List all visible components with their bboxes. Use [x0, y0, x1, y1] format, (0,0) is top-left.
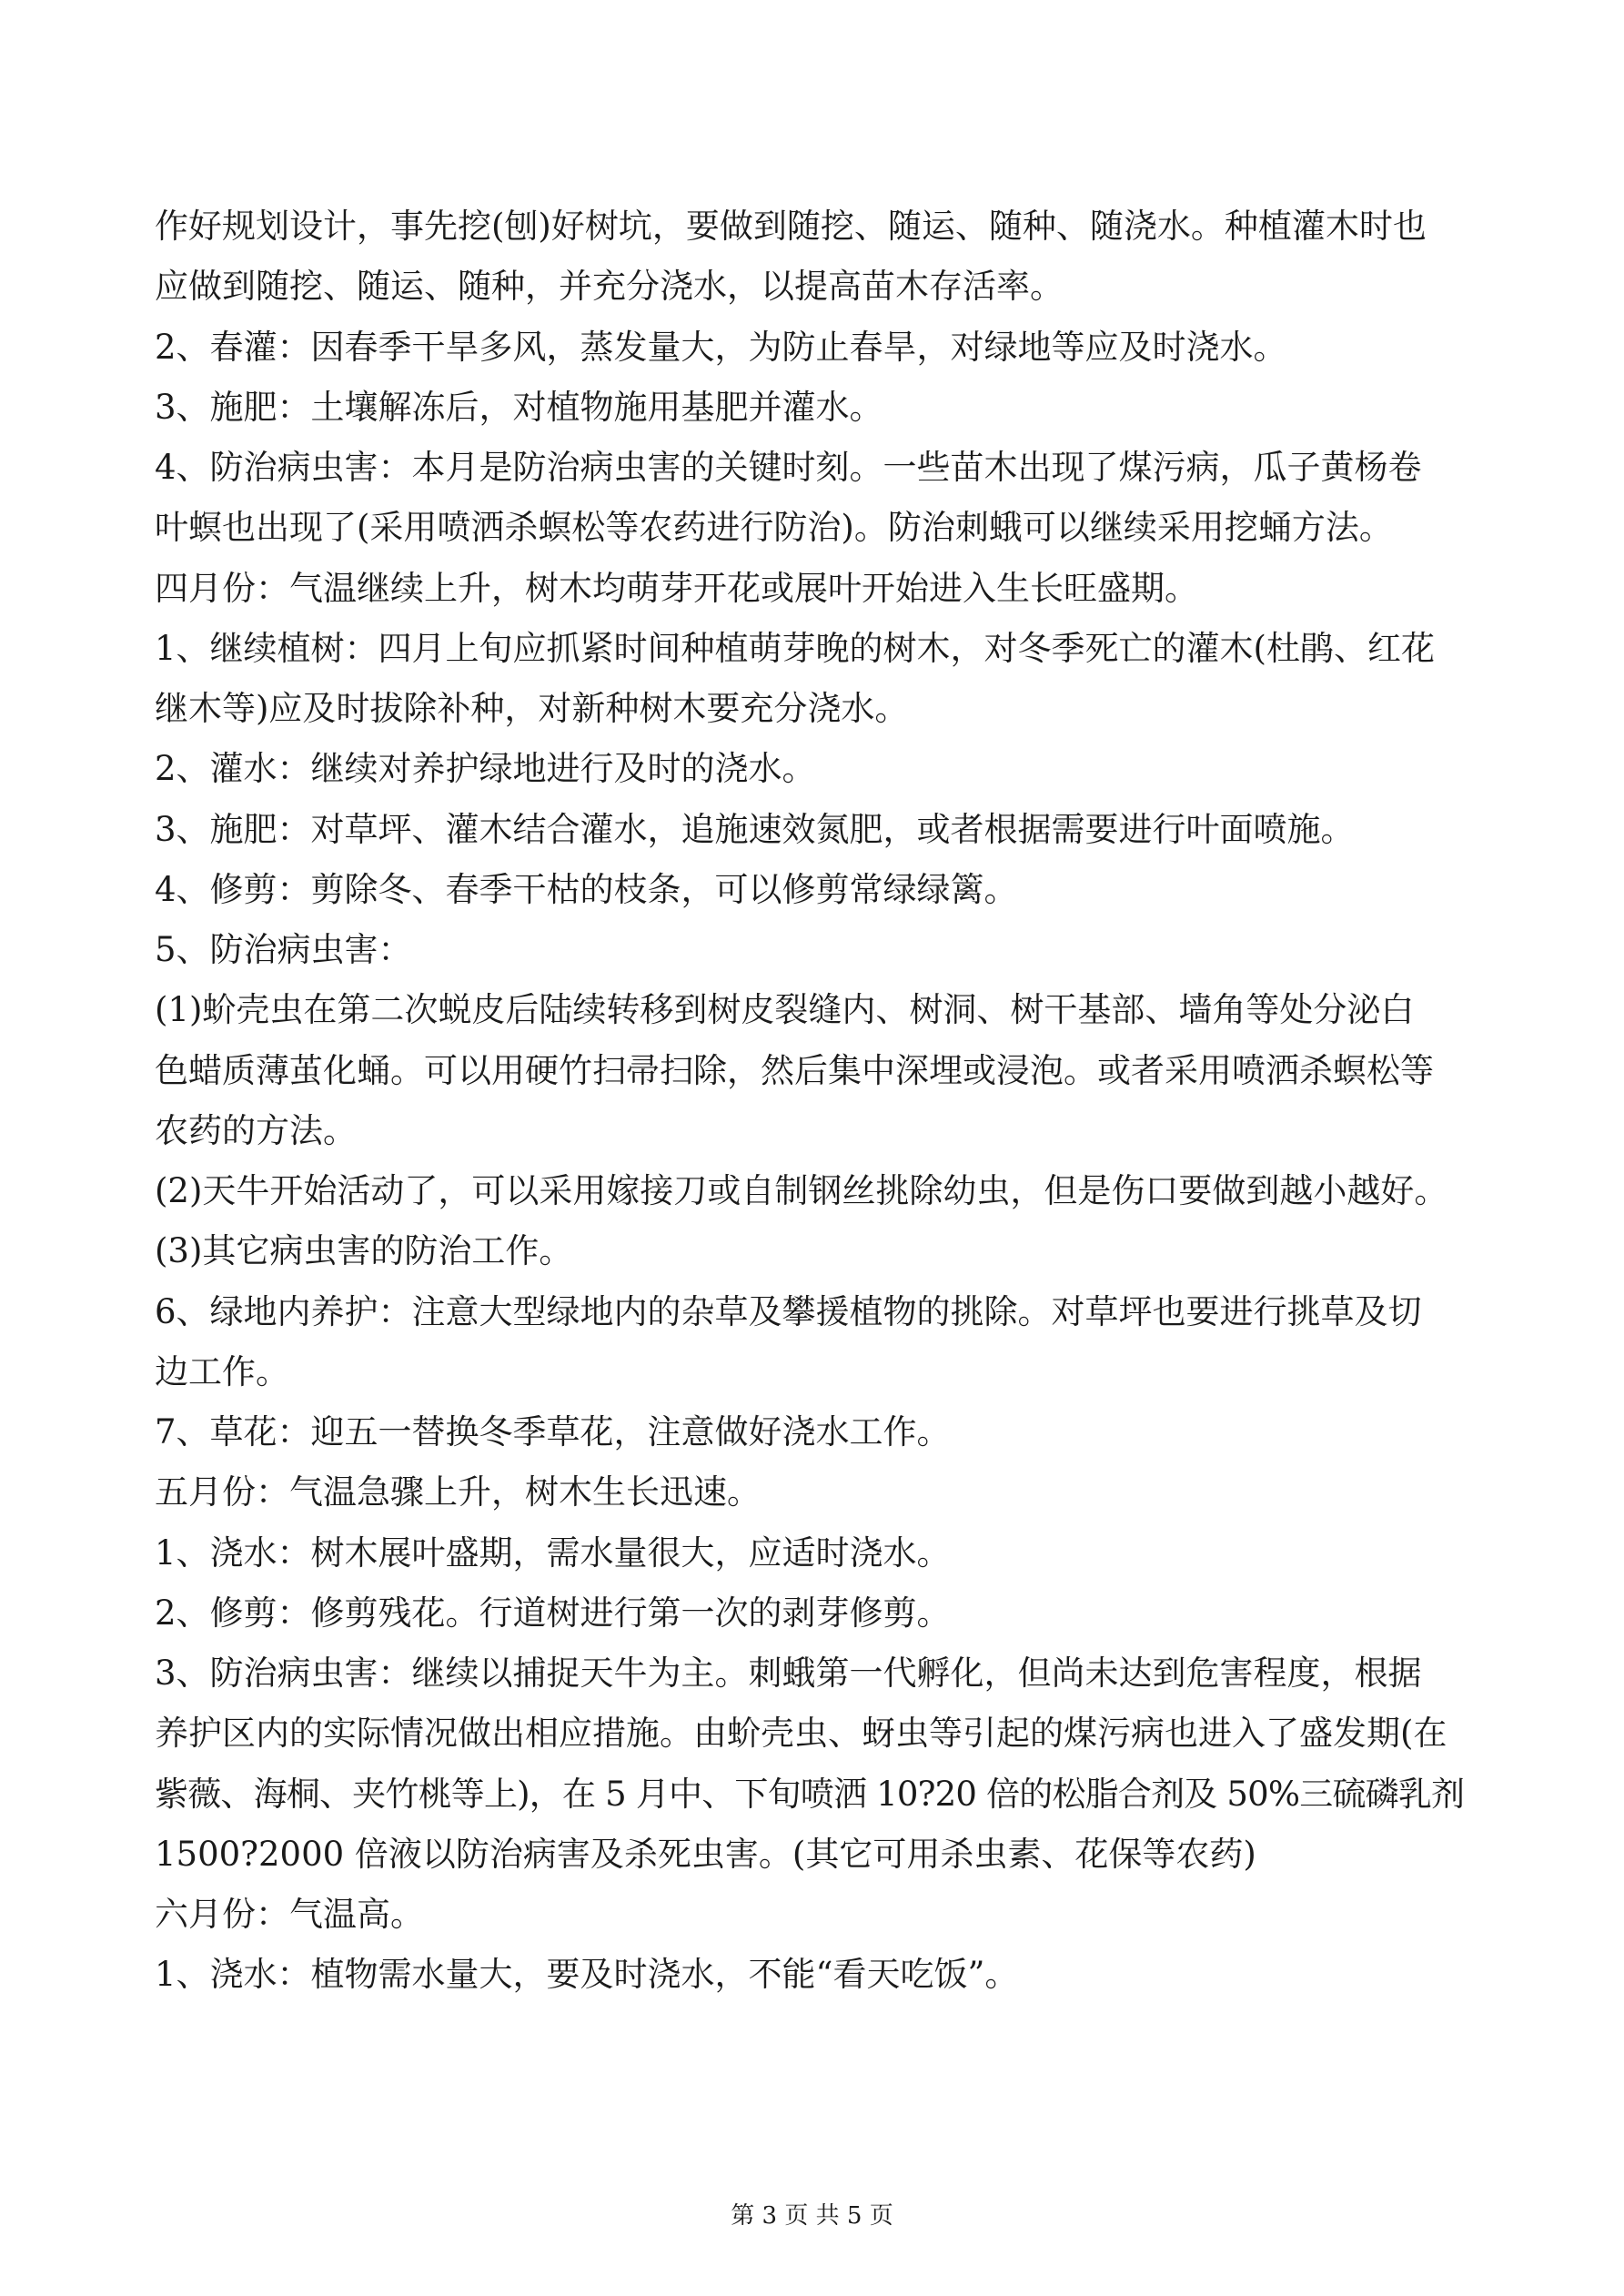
paragraph [155, 920, 1465, 980]
paragraph [155, 1583, 1465, 1644]
text-line: (3)其它病虫害的防治工作。 [155, 1231, 573, 1271]
text-line: 5、防治病虫害： [155, 930, 412, 969]
paragraph [155, 1885, 1465, 1945]
text-line: 养护区内的实际情况做出相应措施。由蚧壳虫、蚜虫等引起的煤污病也进入了盛发期(在 [155, 1714, 1447, 1754]
paragraph [155, 559, 1465, 619]
text-line: 1、浇水：植物需水量大，要及时浇水，不能“看天吃饭”。 [155, 1955, 1019, 1995]
text-line: (1)蚧壳虫在第二次蜕皮后陆续转移到树皮裂缝内、树洞、树干基部、墙角等处分泌白 [155, 990, 1415, 1030]
paragraph [155, 619, 1465, 740]
paragraph [155, 1161, 1465, 1221]
paragraph [155, 1221, 1465, 1281]
text-line: 7、草花：迎五一替换冬季草花，注意做好浇水工作。 [155, 1412, 951, 1451]
text-line: 继木等)应及时拔除补种，对新种树木要充分浇水。 [155, 689, 909, 728]
text-line: 色蜡质薄茧化蛹。可以用硬竹扫帚扫除，然后集中深埋或浸泡。或者采用喷洒杀螟松等 [155, 1050, 1434, 1090]
page-footer: 第 3 页 共 5 页 [731, 2202, 893, 2230]
text-line: 3、防治病虫害：继续以捕捉天牛为主。刺蛾第一代孵化，但尚未达到危害程度，根据 [155, 1654, 1422, 1693]
paragraph [155, 1462, 1465, 1522]
text-line: 6、绿地内养护：注意大型绿地内的杂草及攀援植物的挑除。对草坪也要进行挑草及切 [155, 1291, 1422, 1331]
text-line: (2)天牛开始活动了，可以采用嫁接刀或自制钢丝挑除幼虫，但是伤口要做到越小越好。 [155, 1171, 1448, 1210]
text-line: 四月份：气温继续上升，树木均萌芽开花或展叶开始进入生长旺盛期。 [155, 568, 1198, 608]
text-line: 应做到随挖、随运、随种，并充分浇水，以提高苗木存活率。 [155, 267, 1064, 307]
text-line: 作好规划设计，事先挖(刨)好树坑，要做到随挖、随运、随种、随浇水。种植灌木时也 [155, 207, 1427, 246]
text-line: 五月份：气温急骤上升，树木生长迅速。 [155, 1472, 761, 1512]
paragraph [155, 860, 1465, 920]
text-line: 1500?2000 倍液以防治病害及杀死虫害。(其它可用杀虫素、花保等农药) [155, 1834, 1256, 1874]
text-line: 边工作。 [155, 1351, 289, 1391]
text-line: 2、灌水：继续对养护绿地进行及时的浇水。 [155, 749, 816, 789]
text-line: 3、施肥：对草坪、灌木结合灌水，追施速效氮肥，或者根据需要进行叶面喷施。 [155, 809, 1355, 849]
text-line: 4、防治病虫害：本月是防治病虫害的关键时刻。一些苗木出现了煤污病，瓜子黄杨卷 [155, 448, 1422, 487]
text-line: 3、施肥：土壤解冻后，对植物施用基肥并灌水。 [155, 387, 883, 427]
text-line: 2、修剪：修剪残花。行道树进行第一次的剥芽修剪。 [155, 1593, 951, 1633]
text-line: 4、修剪：剪除冬、春季干枯的枝条，可以修剪常绿绿篱。 [155, 869, 1018, 909]
text-line: 2、春灌：因春季干旱多风，蒸发量大，为防止春旱，对绿地等应及时浇水。 [155, 327, 1287, 367]
text-line: 六月份：气温高。 [155, 1895, 424, 1934]
text-line: 叶螟也出现了(采用喷洒杀螟松等农药进行防治)。防治刺蛾可以继续采用挖蛹方法。 [155, 508, 1393, 548]
paragraph [155, 197, 1465, 318]
paragraph [155, 1523, 1465, 1583]
paragraph [155, 378, 1465, 438]
text-line: 紫薇、海桐、夹竹桃等上)，在 5 月中、下旬喷洒 10?20 倍的松脂合剂及 50%三硫磷乳剂 [155, 1774, 1465, 1814]
paragraph [155, 1644, 1465, 1885]
text-line: 农药的方法。 [155, 1110, 357, 1150]
paragraph [155, 1945, 1465, 2005]
paragraph [155, 980, 1465, 1161]
paragraph [155, 1282, 1465, 1403]
paragraph [155, 739, 1465, 799]
text-line: 1、浇水：树木展叶盛期，需水量很大，应适时浇水。 [155, 1532, 951, 1573]
paragraph [155, 438, 1465, 559]
paragraph [155, 800, 1465, 860]
document-body [155, 197, 1465, 2006]
text-line: 1、继续植树：四月上旬应抓紧时间种植萌芽晚的树木，对冬季死亡的灌木(杜鹃、红花 [155, 628, 1435, 668]
paragraph [155, 318, 1465, 378]
paragraph [155, 1402, 1465, 1462]
